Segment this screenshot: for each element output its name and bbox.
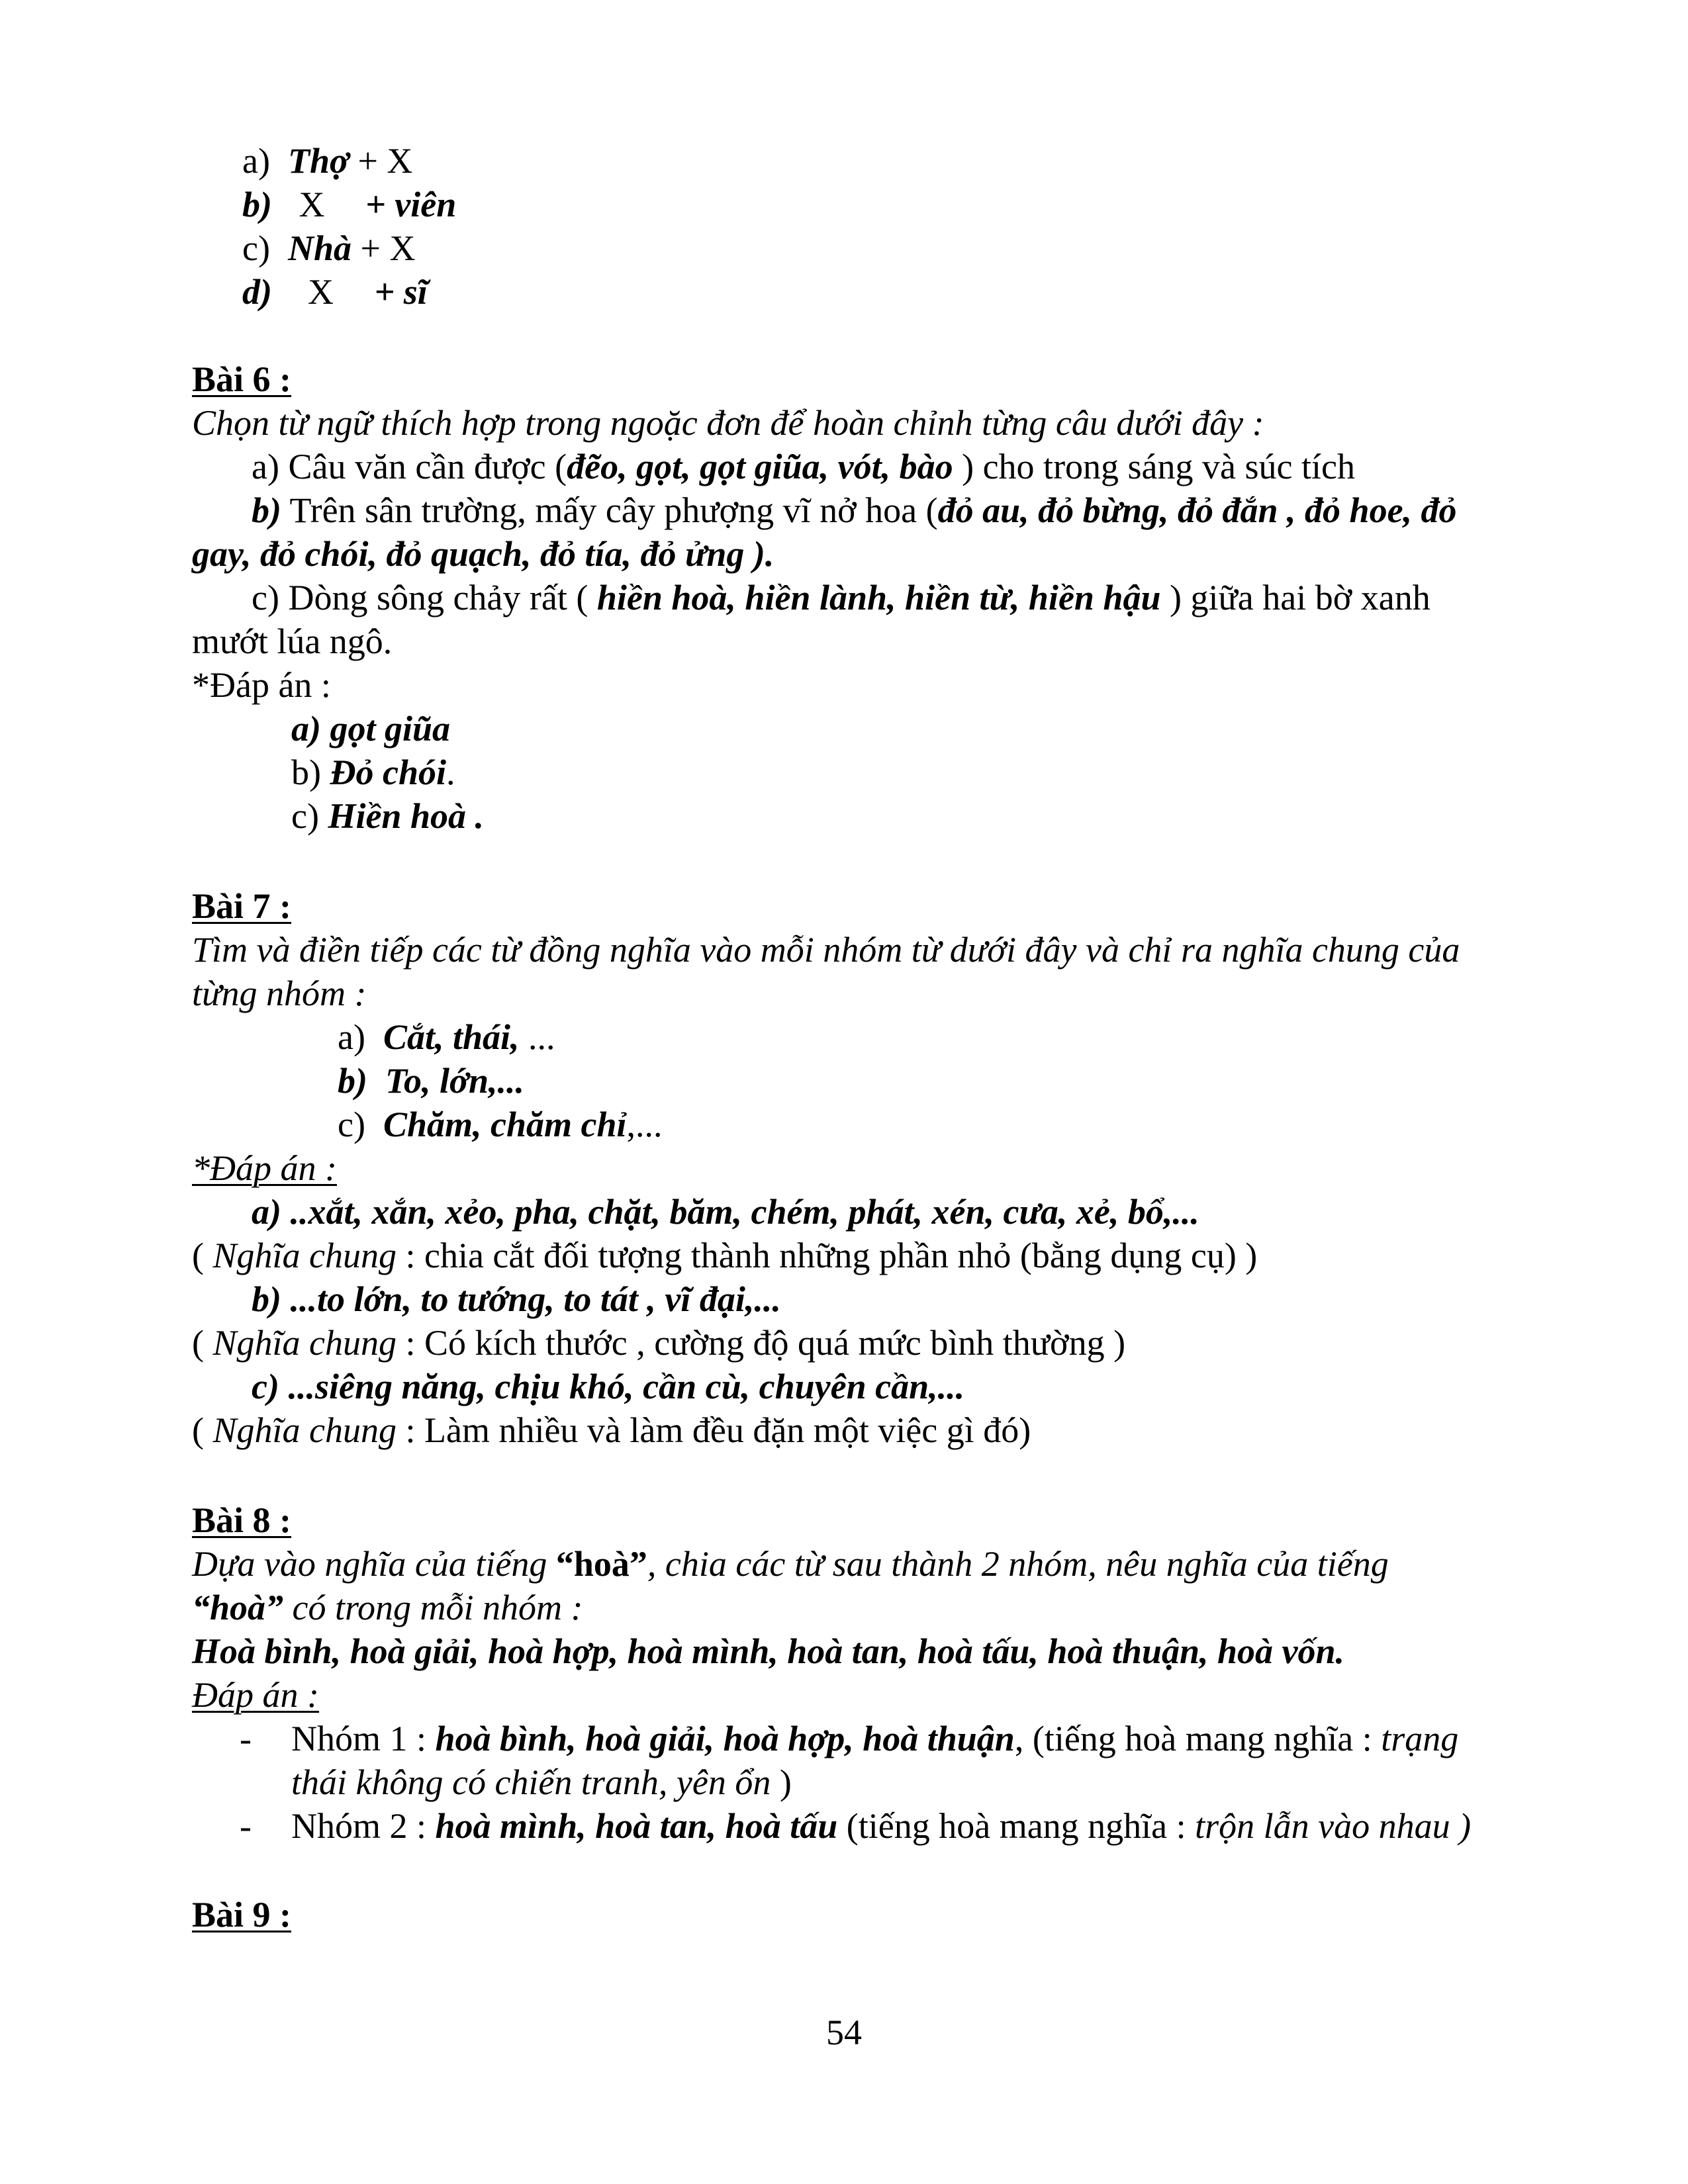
bai7-answer-a: a) ..xắt, xắn, xẻo, pha, chặt, băm, chém, phát, xén, cưa, xẻ, bổ,...	[252, 1192, 1199, 1232]
bai6-item-c: c) Dòng sông chảy rất ( hiền hoà, hiền lành, hiền từ, hiền hậu ) giữa hai bờ xanh	[252, 578, 1430, 617]
list-item: a) Thợ + X	[242, 141, 413, 181]
list-item: c) Chăm, chăm chỉ,...	[338, 1105, 663, 1144]
bai8-group-2: Nhóm 2 : hoà mình, hoà tan, hoà tấu (tiếng hoà mang nghĩa : trộn lẫn vào nhau )	[291, 1806, 1472, 1846]
page-number: 54	[826, 2013, 862, 2052]
section-title-bai8: Bài 8 :	[192, 1500, 292, 1540]
bai6-answer-b: b) Đỏ chói.	[291, 752, 455, 792]
bai8-instruction: Dựa vào nghĩa của tiếng “hoà”, chia các từ sau thành 2 nhóm, nêu nghĩa của tiếng	[192, 1544, 1389, 1584]
bai8-instruction-cont: “hoà” có trong mỗi nhóm :	[192, 1588, 583, 1627]
bai8-group-1-cont: thái không có chiến tranh, yên ổn )	[291, 1762, 792, 1802]
bai6-answer-c: c) Hiền hoà .	[291, 796, 484, 836]
bai7-meaning-a: ( Nghĩa chung : chia cắt đối tượng thành những phần nhỏ (bằng dụng cụ) )	[192, 1236, 1258, 1275]
bai7-answer-b: b) ...to lớn, to tướng, to tát , vĩ đại,...	[252, 1279, 781, 1319]
bai7-answer-label: *Đáp án :	[192, 1148, 337, 1188]
bai8-answer-label: Đáp án :	[192, 1675, 319, 1715]
bai7-meaning-b: ( Nghĩa chung : Có kích thước , cường độ quá mức bình thường )	[192, 1323, 1126, 1363]
bai7-instruction-cont: từng nhóm :	[192, 974, 367, 1013]
list-item: b) To, lớn,...	[338, 1061, 525, 1101]
list-item: a) Cắt, thái, ...	[338, 1017, 555, 1057]
bai6-answer-label: *Đáp án :	[192, 665, 331, 705]
list-item: c) Nhà + X	[242, 228, 416, 268]
list-item: d) X + sĩ	[242, 272, 428, 312]
bai6-item-a: a) Câu văn cần được (đẽo, gọt, gọt giũa, vót, bào ) cho trong sáng và súc tích	[252, 447, 1355, 486]
bai6-item-b-cont: gay, đỏ chói, đỏ quạch, đỏ tía, đỏ ửng ).	[192, 534, 774, 574]
section-title-bai7: Bài 7 :	[192, 886, 292, 926]
bai6-item-c-cont: mướt lúa ngô.	[192, 621, 393, 661]
bai8-words: Hoà bình, hoà giải, hoà hợp, hoà mình, hoà tan, hoà tấu, hoà thuận, hoà vốn.	[192, 1631, 1345, 1671]
section-title-bai9: Bài 9 :	[192, 1895, 292, 1934]
bai6-item-b: b) Trên sân trường, mấy cây phượng vĩ nở hoa (đỏ au, đỏ bừng, đỏ đắn , đỏ hoe, đỏ	[252, 490, 1457, 530]
bullet-dash: -	[240, 1806, 252, 1846]
bai7-instruction: Tìm và điền tiếp các từ đồng nghĩa vào mỗi nhóm từ dưới đây và chỉ ra nghĩa chung của	[192, 930, 1460, 970]
section-title-bai6: Bài 6 :	[192, 359, 292, 399]
bai7-answer-c: c) ...siêng năng, chịu khó, cần cù, chuyên cần,...	[252, 1367, 965, 1406]
bai8-group-1: Nhóm 1 : hoà bình, hoà giải, hoà hợp, hoà thuận, (tiếng hoà mang nghĩa : trạng	[291, 1719, 1459, 1758]
bai7-meaning-c: ( Nghĩa chung : Làm nhiều và làm đều đặn một việc gì đó)	[192, 1410, 1031, 1450]
bai6-instruction: Chọn từ ngữ thích hợp trong ngoặc đơn để hoàn chỉnh từng câu dưới đây :	[192, 403, 1264, 443]
bai6-answer-a: a) gọt giũa	[291, 709, 451, 749]
list-item: b) X + viên	[242, 185, 457, 224]
bullet-dash: -	[240, 1719, 252, 1758]
